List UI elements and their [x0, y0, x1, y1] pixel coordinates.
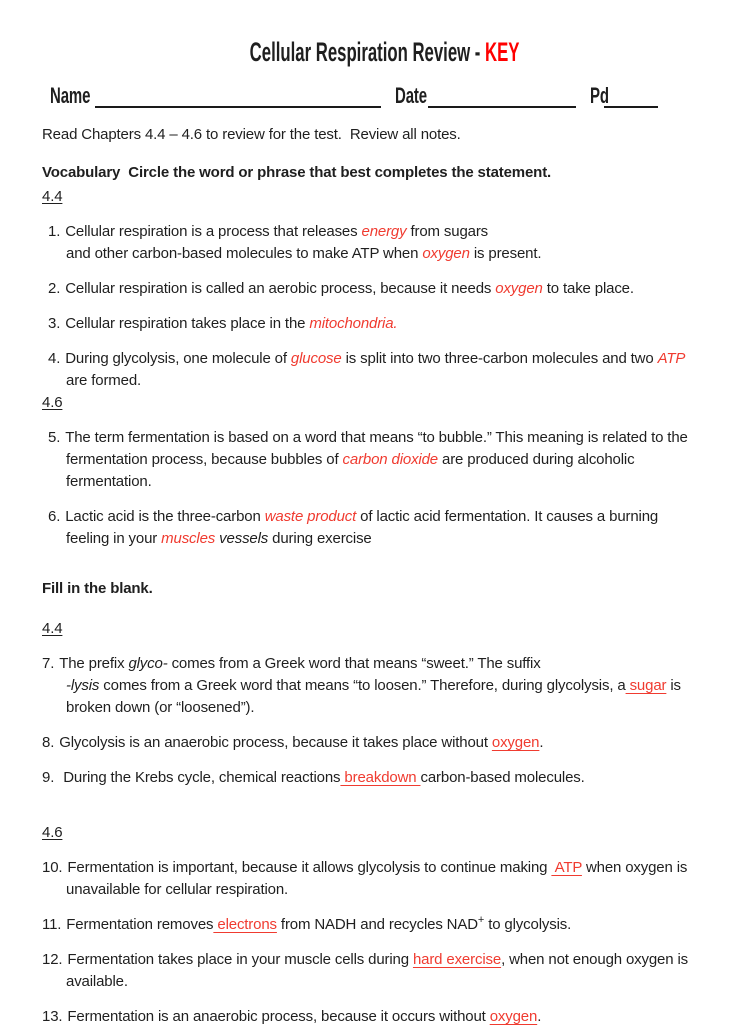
answer-blank: hard exercise	[412, 951, 502, 968]
text-segment: are formed.	[66, 372, 142, 389]
question-number: 12.	[42, 951, 63, 968]
text-segment: Fermentation takes place in your muscle cells during	[67, 951, 413, 968]
pd-field-label: Pd	[590, 83, 610, 108]
text-segment: comes from a Greek word that means “sweet.” The suffix	[167, 655, 541, 672]
text-segment: glyco-	[128, 655, 168, 672]
text-segment: are produced during alcoholic	[438, 451, 635, 468]
question-item	[48, 278, 727, 300]
text-segment: , when not enough oxygen is	[501, 951, 688, 968]
text-segment: mitochondria.	[309, 315, 398, 332]
question-item	[42, 767, 727, 789]
text-segment: fermentation.	[66, 473, 152, 490]
text-segment: waste product	[264, 508, 357, 525]
answer-blank: oxygen	[489, 1008, 538, 1025]
text-segment: During the Krebs cycle, chemical reactions	[59, 769, 341, 786]
text-segment: comes from a Greek word that means “to loosen.” Therefore, during glycolysis, a	[99, 677, 626, 694]
date-field-label: Date	[395, 83, 428, 108]
chapter-label: 4.6	[42, 394, 63, 411]
text-segment: energy	[361, 223, 407, 240]
chapter-group	[42, 186, 727, 392]
pd-field-line	[604, 86, 658, 108]
text-segment: Cellular respiration is a process that releases	[65, 223, 362, 240]
text-segment: oxygen	[495, 280, 543, 297]
text-segment: of lactic acid fermentation. It causes a burning	[356, 508, 659, 525]
text-segment: carbon-based molecules.	[420, 769, 585, 786]
question-item	[42, 949, 727, 993]
text-segment: carbon dioxide	[342, 451, 438, 468]
question-item	[42, 1006, 727, 1028]
header-fields-row	[50, 82, 719, 108]
question-item	[42, 857, 727, 901]
page-title-key: KEY	[484, 37, 520, 67]
section-heading: Vocabulary Circle the word or phrase that best completes the statement.	[42, 164, 552, 181]
question-item	[42, 653, 727, 719]
answer-blank: oxygen	[491, 734, 540, 751]
chapter-group	[42, 392, 727, 550]
text-segment: The term fermentation is based on a word that means “to bubble.” This meaning is related to the	[65, 429, 688, 446]
text-segment: oxygen	[422, 245, 470, 262]
title-row	[42, 38, 727, 68]
question-number: 5.	[48, 429, 61, 446]
text-segment: Fermentation is an anaerobic process, because it occurs without	[67, 1008, 490, 1025]
section	[42, 162, 727, 550]
date-field-line	[428, 86, 576, 108]
answer-blank: sugar	[625, 677, 667, 694]
text-segment: to take place.	[542, 280, 634, 297]
name-field-label: Name	[50, 83, 91, 108]
text-segment: and other carbon-based molecules to make ATP when	[66, 245, 423, 262]
question-item	[48, 348, 727, 392]
text-segment: .	[537, 1008, 542, 1025]
question-number: 4.	[48, 350, 61, 367]
question-number: 1.	[48, 223, 61, 240]
question-item	[42, 914, 727, 936]
question-number: 9.	[42, 769, 55, 786]
text-segment: unavailable for cellular respiration.	[66, 881, 289, 898]
chapter-group	[42, 822, 727, 1028]
answer-blank: ATP	[551, 859, 582, 876]
question-number: 11.	[42, 916, 62, 933]
chapter-label: 4.4	[42, 188, 63, 205]
text-segment: available.	[66, 973, 128, 990]
text-segment: glucose	[290, 350, 342, 367]
question-item	[48, 313, 727, 335]
question-number: 7.	[42, 655, 55, 672]
question-item	[48, 506, 727, 550]
question-item	[48, 221, 727, 265]
question-number: 3.	[48, 315, 61, 332]
text-segment: Lactic acid is the three-carbon	[65, 508, 265, 525]
text-segment: is present.	[469, 245, 542, 262]
text-segment: ATP	[657, 350, 686, 367]
text-segment: to glycolysis.	[484, 916, 572, 933]
answer-blank: electrons	[213, 916, 277, 933]
text-segment: Glycolysis is an anaerobic process, because it takes place without	[59, 734, 492, 751]
text-segment: .	[539, 734, 544, 751]
intro-instructions: Read Chapters 4.4 – 4.6 to review for the test. Review all notes.	[42, 126, 461, 143]
question-number: 13.	[42, 1008, 63, 1025]
text-segment: The prefix	[59, 655, 129, 672]
page-title	[250, 38, 520, 66]
answer-blank: breakdown	[340, 769, 421, 786]
text-segment: muscles	[161, 530, 216, 547]
page-title-main: Cellular Respiration Review -	[249, 37, 485, 67]
text-segment: -lysis	[66, 677, 100, 694]
text-segment: fermentation process, because bubbles of	[66, 451, 343, 468]
question-number: 6.	[48, 508, 61, 525]
chapter-group	[42, 618, 727, 789]
chapter-label: 4.6	[42, 824, 63, 841]
text-segment: feeling in your	[66, 530, 162, 547]
text-segment: Cellular respiration is called an aerobic process, because it needs	[65, 280, 496, 297]
sections	[42, 162, 727, 1028]
text-segment: broken down (or “loosened”).	[66, 699, 255, 716]
text-segment: Fermentation removes	[66, 916, 214, 933]
text-segment: during exercise	[268, 530, 372, 547]
chapter-label: 4.4	[42, 620, 63, 637]
question-item	[48, 427, 727, 493]
text-segment: vessels	[219, 530, 269, 547]
question-number: 10.	[42, 859, 63, 876]
text-segment: from sugars	[406, 223, 489, 240]
question-item	[42, 732, 727, 754]
text-segment: Cellular respiration takes place in the	[65, 315, 310, 332]
text-segment: is split into two three-carbon molecules and two	[341, 350, 658, 367]
name-field-line	[95, 86, 381, 108]
text-segment: +	[477, 914, 485, 926]
question-number: 8.	[42, 734, 55, 751]
text-segment: During glycolysis, one molecule of	[65, 350, 291, 367]
section-heading: Fill in the blank.	[42, 580, 153, 597]
text-segment: from NADH and recycles NAD	[276, 916, 478, 933]
section	[42, 578, 727, 1028]
text-segment: when oxygen is	[581, 859, 688, 876]
question-number: 2.	[48, 280, 61, 297]
text-segment: is	[666, 677, 681, 694]
text-segment: Fermentation is important, because it allows glycolysis to continue making	[67, 859, 552, 876]
